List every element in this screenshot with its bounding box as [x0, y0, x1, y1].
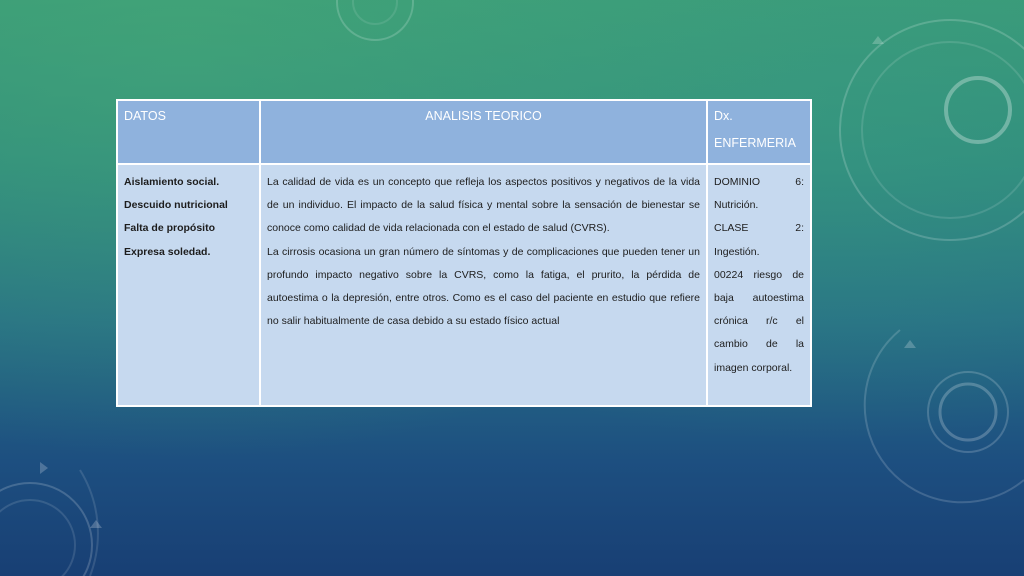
header-dx-line1: Dx. [714, 109, 733, 123]
dx-diagnostico: 00224 riesgo de baja autoestima crónica r/c el cambio de la imagen corporal. [714, 268, 804, 374]
header-dx-line2: ENFERMERIA [714, 136, 796, 150]
table-row [117, 164, 811, 406]
deco-ring-right [840, 20, 1024, 240]
header-analisis-teorico: ANALISIS TEORICO [260, 100, 707, 164]
datos-item: Expresa soledad. [124, 245, 211, 258]
dx-cell [707, 164, 811, 406]
analisis-paragraph: La calidad de vida es un concepto que refleja los aspectos positivos y negativos de la vida de un individuo. El impacto de la salud física y mental sobre la sensación de bienestar se conoce como calidad de vida relacionada con el estado de salud (CVRS). [267, 176, 700, 235]
nursing-analysis-table [116, 99, 812, 407]
deco-circle-bottom-left [0, 483, 92, 576]
dx-clase: CLASE 2: Ingestión. [714, 222, 804, 258]
analisis-paragraph: La cirrosis ocasiona un gran número de síntomas y de complicaciones que pueden tener un profundo impacto negativo sobre la CVRS, como la fatiga, el prurito, la pérdida de autoestima o la depresión, entre otros. Como es el caso del paciente en estudio que refiere no salir habitualmente de casa debido a su estado físico actual [267, 245, 700, 328]
datos-item: Descuido nutricional [124, 199, 228, 212]
datos-item: Aislamiento social. [124, 176, 220, 188]
datos-item: Falta de propósito [124, 222, 216, 235]
table-header-row [117, 100, 811, 164]
deco-circle-bottom-right [928, 372, 1008, 452]
deco-circle-top [337, 0, 413, 40]
dx-dominio: DOMINIO 6: Nutrición. [714, 176, 804, 212]
analisis-cell [260, 164, 707, 406]
datos-cell [117, 164, 260, 406]
header-datos: DATOS [117, 100, 260, 164]
header-dx-enfermeria [707, 100, 811, 164]
